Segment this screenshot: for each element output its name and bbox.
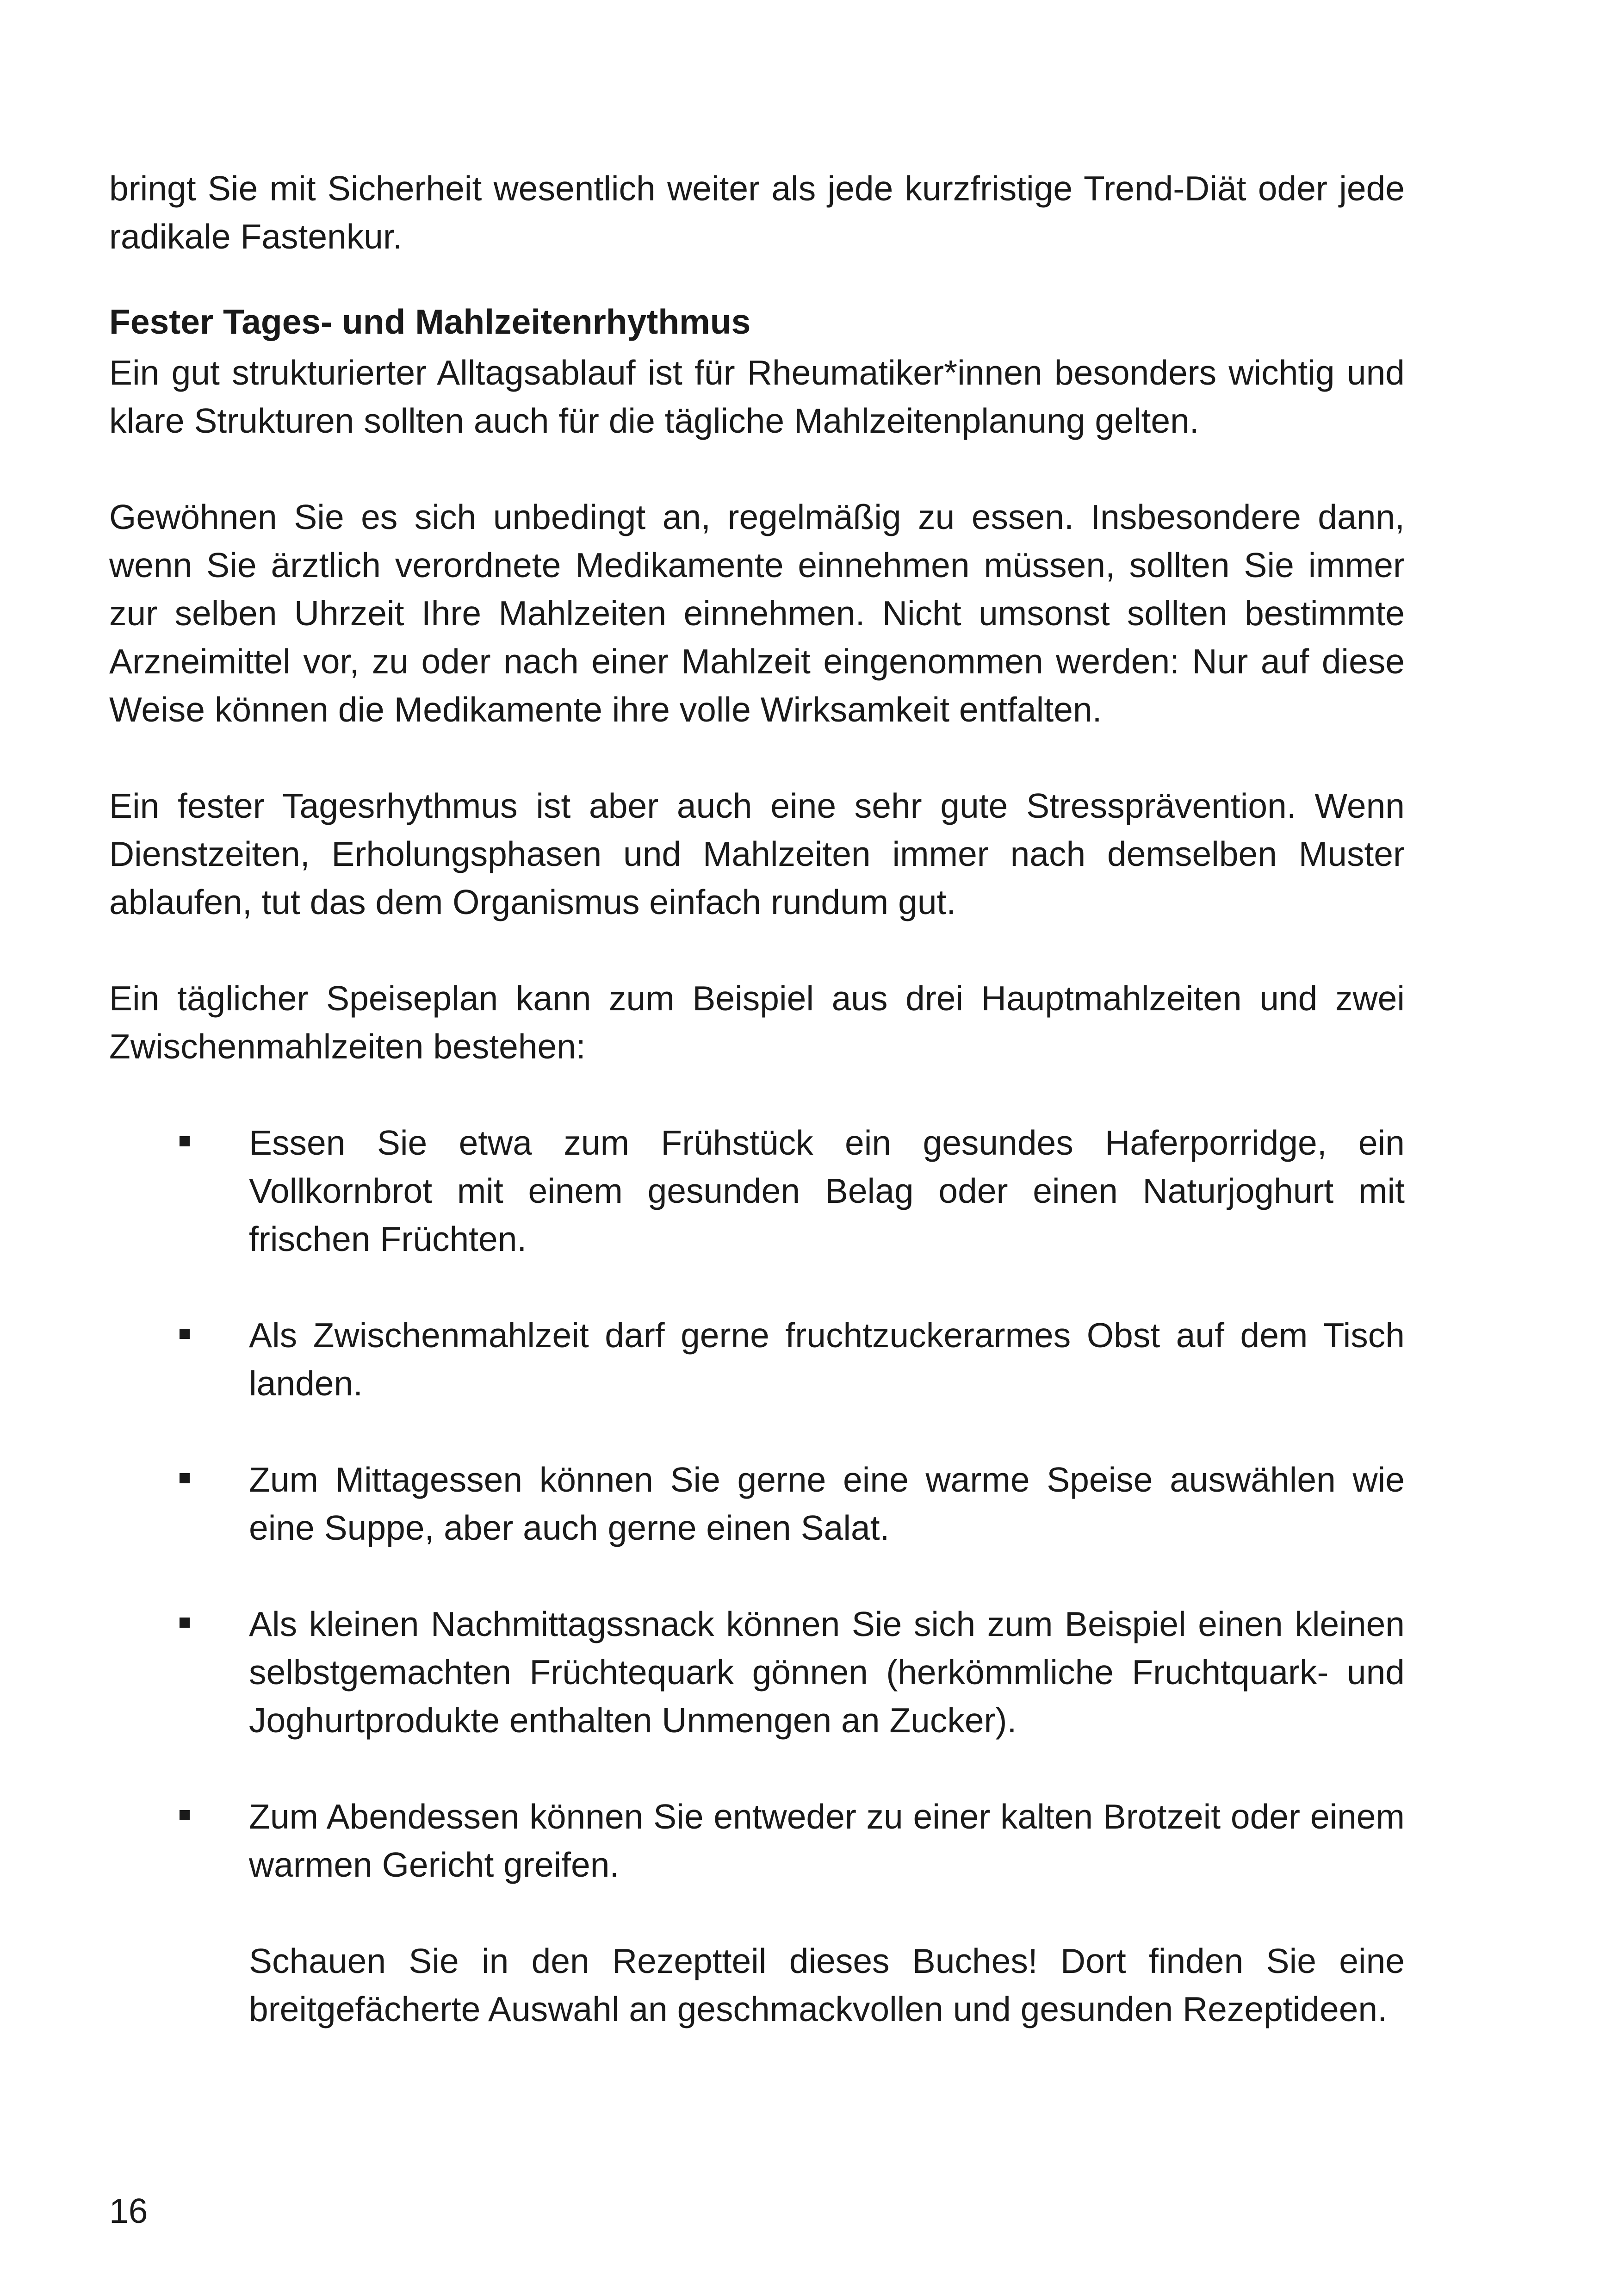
list-item-lunch <box>109 1456 1405 1552</box>
closing-paragraph: Schauen Sie in den Rezeptteil dieses Buches! Dort finden Sie eine breitgefächerte Auswahl an geschmackvollen und gesunden Rezeptideen. <box>249 1941 1405 2028</box>
list-item-text: Zum Mittagessen können Sie gerne eine warme Speise auswählen wie eine Suppe, aber auch gerne einen Salat. <box>249 1460 1405 1547</box>
section-heading: Fester Tages- und Mahlzeitenrhythmus <box>109 302 751 341</box>
paragraph-regular-eating: Gewöhnen Sie es sich unbedingt an, regelmäßig zu essen. Insbesondere dann, wenn Sie ärztlich verordnete Medikamente einnehmen müssen, sollten Sie immer zur selben Uhrzeit Ihre Mahlzeiten einnehmen. Nicht umsonst sollten bestimmte Arzneimittel vor, zu oder nach einer Mahlzeit eingenommen werden: Nur auf diese Weise können die Medikamente ihre volle Wirksamkeit entfalten. <box>109 498 1405 729</box>
paragraph-meal-plan-intro: Ein täglicher Speiseplan kann zum Beispiel aus drei Hauptmahlzeiten und zwei Zwischenmahlzeiten bestehen: <box>109 979 1405 1066</box>
list-item-dinner <box>109 1792 1405 1889</box>
bullet-square-icon <box>180 1618 190 1628</box>
intro-paragraph: bringt Sie mit Sicherheit wesentlich weiter als jede kurzfristige Trend-Diät oder jede radikale Fastenkur. <box>109 169 1405 256</box>
meal-plan-list <box>109 1119 1405 1889</box>
list-item-text: Als kleinen Nachmittagssnack können Sie sich zum Beispiel einen kleinen selbstgemachten Früchtequark gönnen (herkömmliche Fruchtquark- und Joghurtprodukte enthalten Unmengen an Zucker). <box>249 1605 1405 1740</box>
list-item-text: Essen Sie etwa zum Frühstück ein gesundes Haferporridge, ein Vollkornbrot mit einem gesunden Belag oder einen Naturjoghurt mit frischen Früchten. <box>249 1123 1405 1258</box>
list-item-text: Zum Abendessen können Sie entweder zu einer kalten Brotzeit oder einem warmen Gericht greifen. <box>249 1797 1405 1884</box>
list-item-text: Als Zwischenmahlzeit darf gerne fruchtzuckerarmes Obst auf dem Tisch landen. <box>249 1316 1405 1403</box>
paragraph-structure: Ein gut strukturierter Alltagsablauf ist für Rheumatiker*innen besonders wichtig und klare Strukturen sollten auch für die tägliche Mahlzeitenplanung gelten. <box>109 353 1405 440</box>
list-item-afternoon-snack <box>109 1600 1405 1744</box>
page-body <box>109 164 1405 2033</box>
paragraph-stress-prevention: Ein fester Tagesrhythmus ist aber auch eine sehr gute Stressprävention. Wenn Dienstzeiten, Erholungsphasen und Mahlzeiten immer nach demselben Muster ablaufen, tut das dem Organismus einfach rundum gut. <box>109 786 1405 921</box>
page-number: 16 <box>109 2191 148 2230</box>
bullet-square-icon <box>180 1136 190 1146</box>
bullet-square-icon <box>180 1329 190 1339</box>
list-item-breakfast <box>109 1119 1405 1263</box>
bullet-square-icon <box>180 1810 190 1820</box>
bullet-square-icon <box>180 1473 190 1483</box>
list-item-snack <box>109 1311 1405 1407</box>
